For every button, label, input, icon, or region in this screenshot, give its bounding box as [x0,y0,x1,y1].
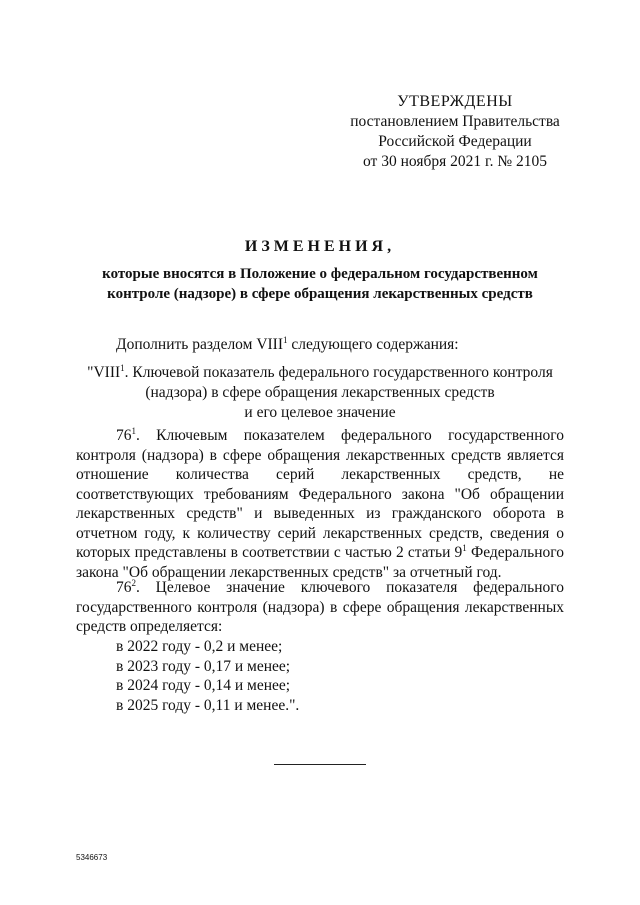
intro-superscript: 1 [283,335,288,345]
paragraph-76-1-text [76,426,564,582]
approval-line-2: Российской Федерации [378,133,532,150]
intro-text: Дополнить разделом VIII [116,336,283,353]
document-number: 5346673 [76,853,108,862]
section-heading [60,363,580,423]
document-subtitle [80,264,560,304]
paragraph-76-2 [76,578,564,637]
paragraph-76-1 [76,426,564,582]
paragraph-body: . Ключевым показателем федерального государственного контроля (надзора) в сфере обращения лекарственных средств является отношение количества серий лекарственных средств, не соответствующих требованиям Федерального закона "Об обращении лекарственных средств" и выведенных из гражданского оборота в отчетном году, к количеству серий лекарственных средств, сведения о которых представлены в соответствии с частью 2 статьи 9 [76,427,564,561]
intro-text-end: следующего содержания: [287,336,459,353]
list-item: в 2025 году - 0,11 и менее.". [116,696,300,714]
target-values-list [116,637,299,715]
list-item: в 2022 году - 0,2 и менее; [116,638,283,655]
end-divider [274,764,366,765]
approval-block [340,92,570,172]
article-superscript: 1 [462,543,467,553]
approval-line-3: от 30 ноября 2021 г. № 2105 [363,153,547,170]
document-title: ИЗМЕНЕНИЯ, [244,238,396,255]
section-heading-line-2: (надзора) в сфере обращения лекарственных средств [145,384,495,401]
paragraph-number-sup: 2 [131,578,136,588]
approval-title: УТВЕРЖДЕНЫ [397,93,513,110]
subtitle-line-1: которые вносятся в Положение о федеральном государственном [102,266,538,282]
subtitle-line-2: контроле (надзоре) в сфере обращения лекарственных средств [107,286,533,302]
paragraph-number: 76 [116,427,132,444]
paragraph-body-end: Федерального закона "Об обращении лекарственных средств" за отчетный год. [76,544,564,581]
paragraph-body: . Целевое значение ключевого показателя федерального государственного контроля (надзора) в сфере обращения лекарственных средств определяется: [76,579,564,635]
section-prefix: "VIII [87,364,121,381]
list-item: в 2024 году - 0,14 и менее; [116,677,291,694]
section-line-1: . Ключевой показатель федерального государственного контроля [124,364,553,381]
intro-line [116,336,459,354]
approval-line-1: постановлением Правительства [350,113,560,130]
section-heading-line-3: и его целевое значение [244,404,396,421]
section-superscript: 1 [120,363,125,373]
paragraph-76-2-text [76,578,564,637]
paragraph-number-sup: 1 [131,426,136,436]
section-heading-line-1 [60,363,580,383]
paragraph-number: 76 [116,579,132,596]
list-item: в 2023 году - 0,17 и менее; [116,657,291,675]
